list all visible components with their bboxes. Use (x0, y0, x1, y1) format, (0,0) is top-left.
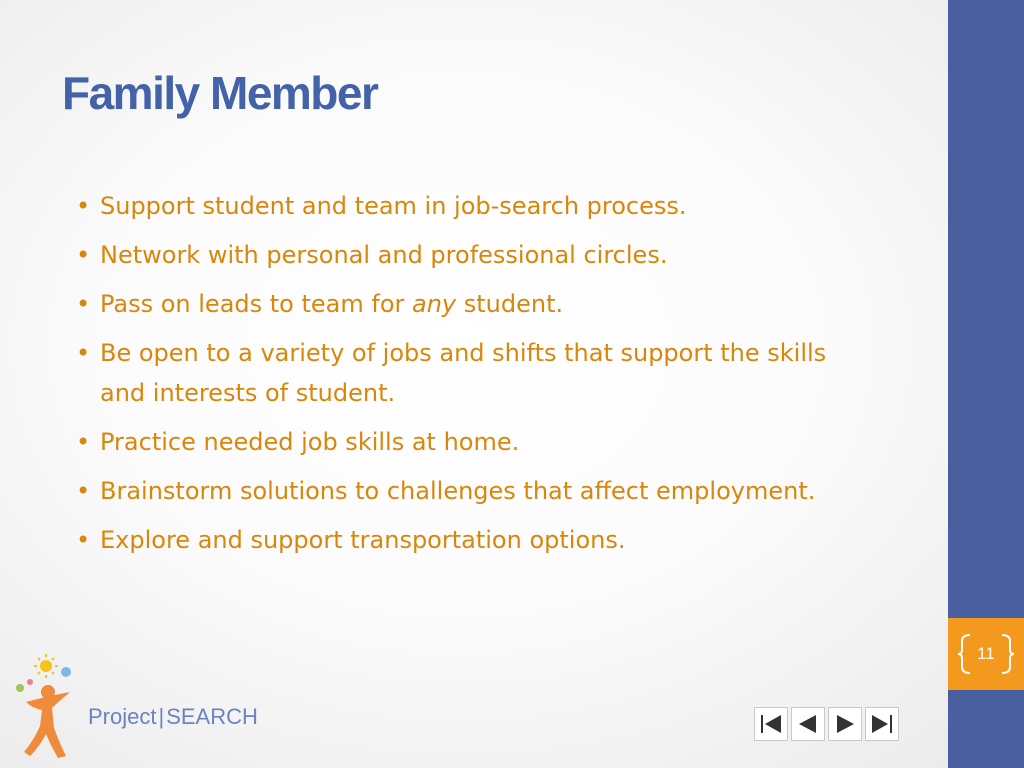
page-number: 11 (977, 644, 995, 663)
bullet-dot-icon: • (76, 339, 91, 367)
bullet-item (76, 284, 876, 324)
bullet-text: Explore and support transportation options. (100, 526, 626, 554)
bullet-text-emphasis: any (412, 290, 457, 318)
bullet-item (76, 422, 876, 462)
bullet-text: Brainstorm solutions to challenges that affect employment. (100, 477, 816, 505)
last-slide-icon (870, 714, 894, 734)
page-number-badge (948, 618, 1024, 690)
first-slide-button[interactable] (754, 707, 788, 741)
first-slide-icon (759, 714, 783, 734)
bullet-dot-icon: • (76, 241, 91, 269)
bullet-dot-icon: • (76, 192, 91, 220)
logo-divider: | (158, 704, 165, 729)
bullet-item (76, 186, 876, 226)
next-slide-icon (833, 714, 857, 734)
bullet-text: Network with personal and professional circles. (100, 241, 668, 269)
bullet-dot-icon: • (76, 428, 91, 456)
bullet-text-start: Pass on leads to team for (100, 290, 413, 318)
bullet-item (76, 520, 876, 560)
bullet-item (76, 235, 876, 275)
bullet-list (76, 186, 876, 569)
slide-title: Family Member (62, 67, 378, 119)
last-slide-button[interactable] (865, 707, 899, 741)
previous-slide-icon (796, 714, 820, 734)
bullet-dot-icon: • (76, 477, 91, 505)
bullet-text: Be open to a variety of jobs and shifts that support the skills and interests of student. (100, 339, 827, 407)
logo-word-search: SEARCH (166, 704, 258, 729)
next-slide-button[interactable] (828, 707, 862, 741)
project-search-logo (8, 652, 268, 762)
bullet-item (76, 333, 876, 413)
bullet-dot-icon: • (76, 290, 91, 318)
previous-slide-button[interactable] (791, 707, 825, 741)
logo-wordmark (88, 704, 258, 730)
bullet-text: Support student and team in job-search process. (100, 192, 687, 220)
person-logo-icon (8, 652, 88, 762)
bullet-dot-icon: • (76, 526, 91, 554)
slide-navigation (754, 707, 899, 743)
bullet-text-end: student. (456, 290, 564, 318)
bullet-item (76, 471, 876, 511)
bullet-text: Practice needed job skills at home. (100, 428, 520, 456)
page-number-frame (958, 632, 1014, 676)
logo-word-project: Project (88, 704, 157, 729)
